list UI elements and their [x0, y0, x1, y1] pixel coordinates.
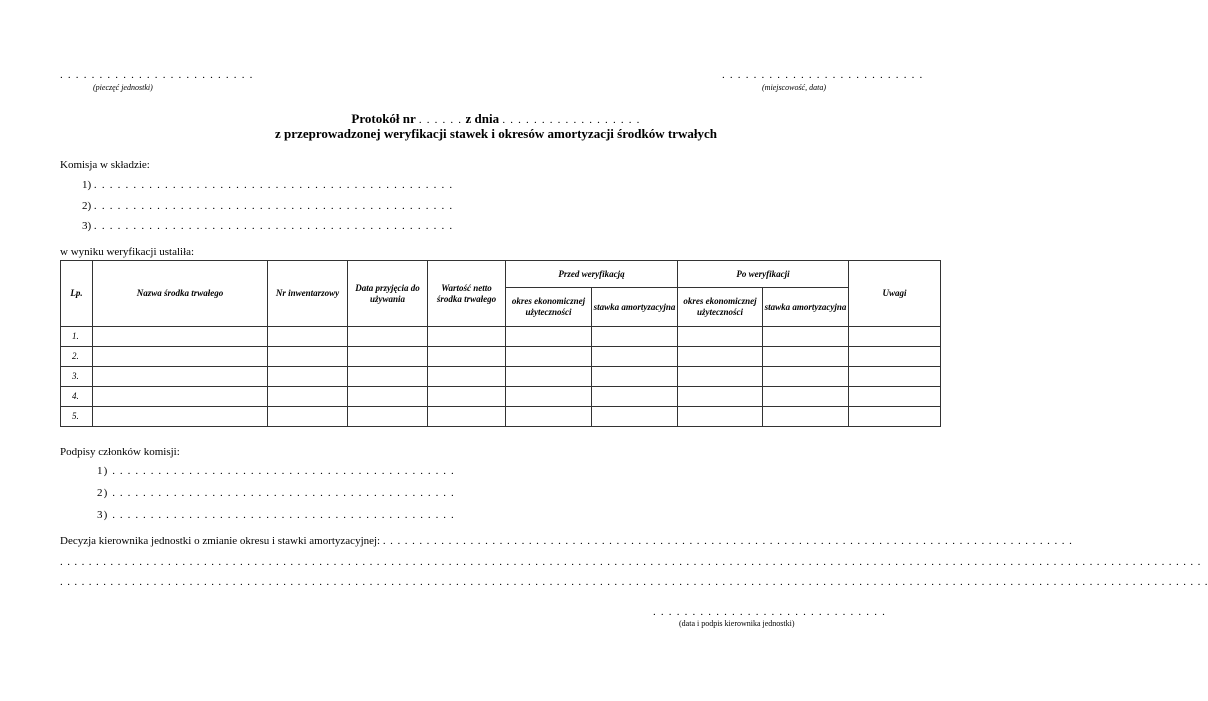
- cell-nr[interactable]: [268, 347, 348, 367]
- header-data-przyjecia: Data przyjęcia do używania: [348, 261, 428, 327]
- komisja-member-1: [82, 179, 453, 191]
- cell-uwagi[interactable]: [849, 387, 941, 407]
- cell-nazwa[interactable]: [93, 387, 268, 407]
- cell-po-stawka[interactable]: [763, 407, 849, 427]
- verification-table: [60, 260, 941, 427]
- document-title-line1: [0, 111, 992, 127]
- row-number: 3.: [61, 367, 93, 387]
- header-nazwa: Nazwa środka trwałego: [93, 261, 268, 327]
- cell-nazwa[interactable]: [93, 327, 268, 347]
- member-dots: . . . . . . . . . . . . . . . . . . . . . . . . . . . . . . . . . . . . . . . . . . . . . .: [93, 200, 454, 212]
- cell-uwagi[interactable]: [849, 327, 941, 347]
- podpisy-heading: Podpisy członków komisji:: [60, 446, 180, 458]
- cell-nr[interactable]: [268, 407, 348, 427]
- cell-przed-stawka[interactable]: [592, 407, 678, 427]
- cell-po-okres[interactable]: [678, 367, 763, 387]
- komisja-heading: Komisja w składzie:: [60, 159, 150, 171]
- stamp-dots: . . . . . . . . . . . . . . . . . . . . . . . . .: [60, 69, 254, 81]
- signature-line-3: 3) . . . . . . . . . . . . . . . . . . . . . . . . . . . . . . . . . . . . . . . . . . . . .: [97, 509, 455, 521]
- cell-data[interactable]: [348, 347, 428, 367]
- cell-po-stawka[interactable]: [763, 347, 849, 367]
- table-row: [61, 367, 941, 387]
- header-po-okres: okres ekonomicznej użyteczności: [678, 288, 763, 327]
- cell-przed-stawka[interactable]: [592, 387, 678, 407]
- cell-po-stawka[interactable]: [763, 387, 849, 407]
- cell-nr[interactable]: [268, 327, 348, 347]
- cell-przed-stawka[interactable]: [592, 327, 678, 347]
- title-protokol: Protokół nr: [351, 111, 416, 126]
- table-row: [61, 327, 941, 347]
- row-number: 2.: [61, 347, 93, 367]
- decyzja-dots-3: . . . . . . . . . . . . . . . . . . . . . . . . . . . . . . . . . . . . . . . . . . . . . . . . . . . . . . . . . . . . . . . . . . . . . . . . . . . . . . . . . . . . . . . . . . . . . . . . . . . . . . . . . . . . . . . . . . . . . . . . . . . . . . . . . . . . . . . . . . . . . . . . . . . . . . . . . . . . . . . .: [60, 576, 1208, 588]
- header-przed-stawka: stawka amortyzacyjna: [592, 288, 678, 327]
- cell-po-okres[interactable]: [678, 347, 763, 367]
- decyzja-label: Decyzja kierownika jednostki o zmianie okresu i stawki amortyzacyjnej:: [60, 535, 381, 547]
- signature-line-1: 1) . . . . . . . . . . . . . . . . . . . . . . . . . . . . . . . . . . . . . . . . . . . . .: [97, 465, 455, 477]
- cell-przed-okres[interactable]: [506, 327, 592, 347]
- manager-signature-caption: (data i podpis kierownika jednostki): [679, 619, 795, 628]
- cell-po-stawka[interactable]: [763, 327, 849, 347]
- place-date-dots: . . . . . . . . . . . . . . . . . . . . . . . . . .: [722, 69, 924, 81]
- cell-przed-stawka[interactable]: [592, 367, 678, 387]
- header-lp: Lp.: [61, 261, 93, 327]
- cell-uwagi[interactable]: [849, 407, 941, 427]
- cell-wartosc[interactable]: [428, 387, 506, 407]
- cell-uwagi[interactable]: [849, 347, 941, 367]
- header-wartosc-netto: Wartość netto środka trwałego: [428, 261, 506, 327]
- decyzja-dots-1: . . . . . . . . . . . . . . . . . . . . . . . . . . . . . . . . . . . . . . . . . . . . . . . . . . . . . . . . . . . . . . . . . . . . . . . . . . . . . . . . . . . . . . . . . . . . . . .: [382, 535, 1073, 547]
- header-przed-weryfikacja: Przed weryfikacją: [506, 261, 678, 288]
- title-nr-dots: . . . . . .: [418, 114, 463, 126]
- table-row: [61, 407, 941, 427]
- row-number: 4.: [61, 387, 93, 407]
- cell-po-stawka[interactable]: [763, 367, 849, 387]
- cell-data[interactable]: [348, 367, 428, 387]
- manager-signature-dots: . . . . . . . . . . . . . . . . . . . . . . . . . . . . . .: [653, 606, 887, 618]
- cell-data[interactable]: [348, 327, 428, 347]
- table-row: [61, 347, 941, 367]
- komisja-member-3: [82, 220, 453, 232]
- member-number: 3): [82, 220, 92, 232]
- cell-uwagi[interactable]: [849, 367, 941, 387]
- cell-data[interactable]: [348, 387, 428, 407]
- header-po-stawka: stawka amortyzacyjna: [763, 288, 849, 327]
- decyzja-dots-2: . . . . . . . . . . . . . . . . . . . . . . . . . . . . . . . . . . . . . . . . . . . . . . . . . . . . . . . . . . . . . . . . . . . . . . . . . . . . . . . . . . . . . . . . . . . . . . . . . . . . . . . . . . . . . . . . . . . . . . . . . . . . . . . . . . . . . . . . . . . . . . . . . . . . . . . . . . . . . . .: [60, 556, 1202, 568]
- cell-przed-okres[interactable]: [506, 367, 592, 387]
- cell-przed-okres[interactable]: [506, 347, 592, 367]
- cell-po-okres[interactable]: [678, 407, 763, 427]
- cell-data[interactable]: [348, 407, 428, 427]
- cell-po-okres[interactable]: [678, 327, 763, 347]
- komisja-member-2: [82, 200, 453, 212]
- wynik-label: w wyniku weryfikacji ustaliła:: [60, 246, 195, 258]
- member-number: 1): [82, 179, 92, 191]
- cell-wartosc[interactable]: [428, 407, 506, 427]
- title-z-dnia: z dnia: [465, 111, 500, 126]
- cell-po-okres[interactable]: [678, 387, 763, 407]
- cell-nazwa[interactable]: [93, 407, 268, 427]
- document-title-line2: z przeprowadzonej weryfikacji stawek i okresów amortyzacji środków trwałych: [275, 126, 717, 141]
- header-po-weryfikacji: Po weryfikacji: [678, 261, 849, 288]
- cell-nazwa[interactable]: [93, 367, 268, 387]
- header-nr-inwentarzowy: Nr inwentarzowy: [268, 261, 348, 327]
- row-number: 5.: [61, 407, 93, 427]
- cell-wartosc[interactable]: [428, 367, 506, 387]
- cell-przed-stawka[interactable]: [592, 347, 678, 367]
- cell-nr[interactable]: [268, 367, 348, 387]
- cell-wartosc[interactable]: [428, 347, 506, 367]
- title-date-dots: . . . . . . . . . . . . . . . . . .: [502, 114, 641, 126]
- place-date-caption: (miejscowość, data): [762, 83, 826, 92]
- cell-nr[interactable]: [268, 387, 348, 407]
- cell-nazwa[interactable]: [93, 347, 268, 367]
- signature-line-2: 2) . . . . . . . . . . . . . . . . . . . . . . . . . . . . . . . . . . . . . . . . . . . . .: [97, 487, 455, 499]
- header-uwagi: Uwagi: [849, 261, 941, 327]
- member-dots: . . . . . . . . . . . . . . . . . . . . . . . . . . . . . . . . . . . . . . . . . . . . . .: [93, 220, 454, 232]
- stamp-caption: (pieczęć jednostki): [93, 83, 153, 92]
- header-przed-okres: okres ekonomicznej użyteczności: [506, 288, 592, 327]
- member-dots: . . . . . . . . . . . . . . . . . . . . . . . . . . . . . . . . . . . . . . . . . . . . . .: [93, 179, 454, 191]
- cell-przed-okres[interactable]: [506, 407, 592, 427]
- table-row: [61, 387, 941, 407]
- cell-wartosc[interactable]: [428, 327, 506, 347]
- row-number: 1.: [61, 327, 93, 347]
- member-number: 2): [82, 200, 92, 212]
- decyzja-line-1: [60, 535, 1073, 547]
- cell-przed-okres[interactable]: [506, 387, 592, 407]
